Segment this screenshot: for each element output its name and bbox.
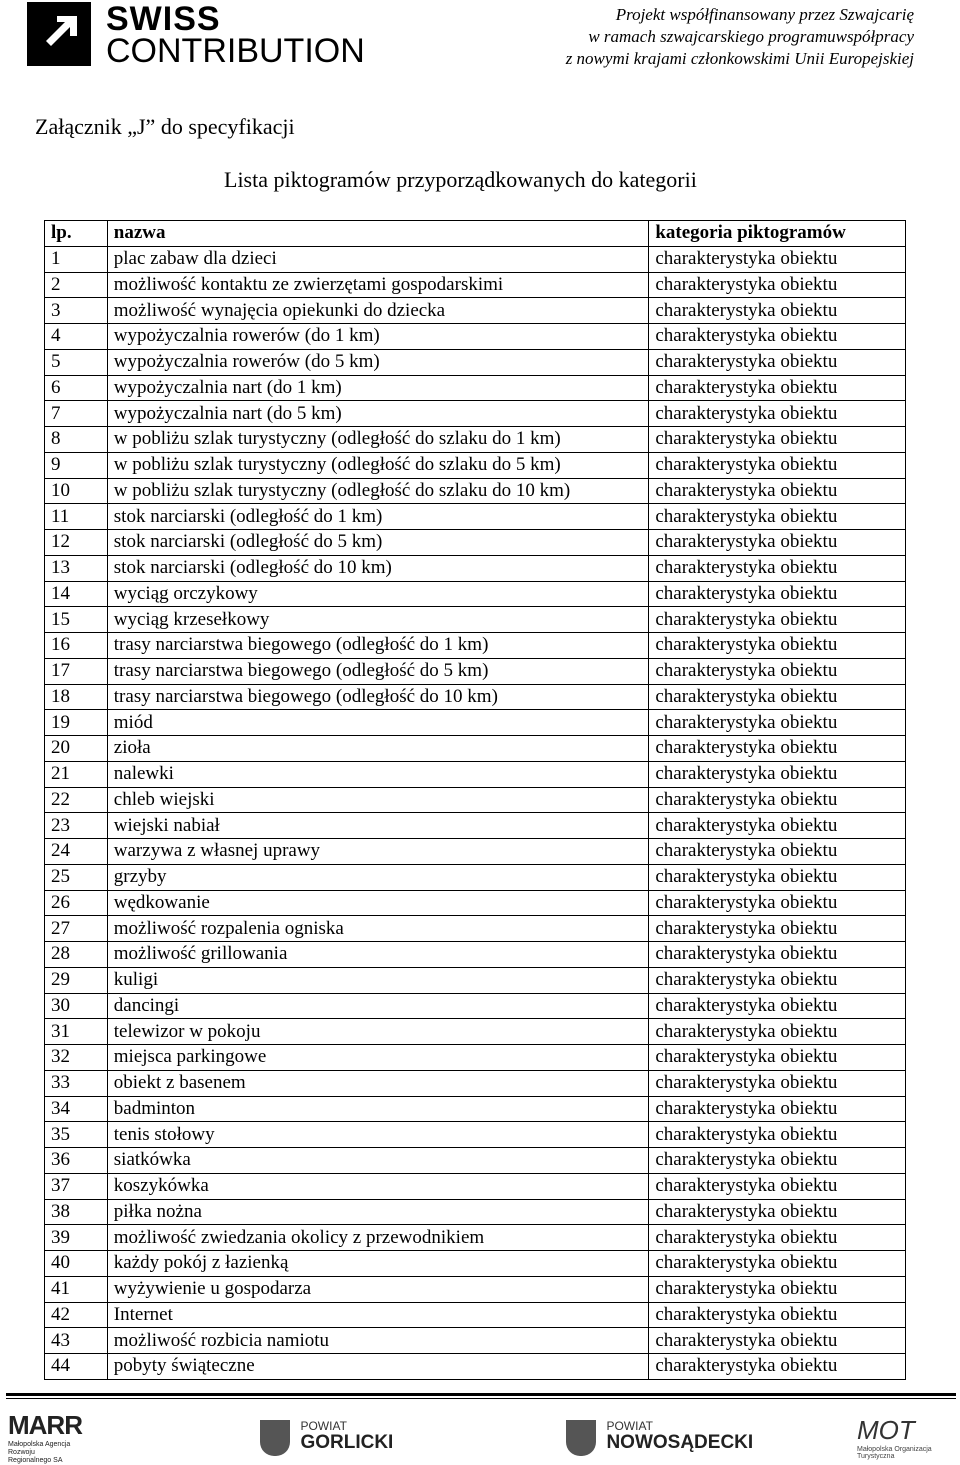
row-category: charakterystyka obiektu [649, 967, 906, 993]
row-lp: 28 [45, 942, 108, 968]
row-name: kuligi [107, 967, 649, 993]
row-lp: 36 [45, 1148, 108, 1174]
row-category: charakterystyka obiektu [649, 761, 906, 787]
row-name: koszykówka [107, 1173, 649, 1199]
table-row [45, 1122, 906, 1148]
table-row [45, 401, 906, 427]
row-lp: 24 [45, 839, 108, 865]
row-name: możliwość kontaktu ze zwierzętami gospodarskimi [107, 272, 649, 298]
row-category: charakterystyka obiektu [649, 401, 906, 427]
row-lp: 10 [45, 478, 108, 504]
row-category: charakterystyka obiektu [649, 555, 906, 581]
row-lp: 5 [45, 349, 108, 375]
row-lp: 27 [45, 916, 108, 942]
table-row [45, 1096, 906, 1122]
row-category: charakterystyka obiektu [649, 1070, 906, 1096]
row-lp: 31 [45, 1019, 108, 1045]
row-category: charakterystyka obiektu [649, 1302, 906, 1328]
row-category: charakterystyka obiektu [649, 736, 906, 762]
table-row [45, 813, 906, 839]
table-row [45, 581, 906, 607]
table-row [45, 864, 906, 890]
table-row [45, 1251, 906, 1277]
logo-line-2: CONTRIBUTION [106, 32, 365, 70]
row-category: charakterystyka obiektu [649, 1122, 906, 1148]
table-row [45, 1019, 906, 1045]
row-name: możliwość rozpalenia ogniska [107, 916, 649, 942]
row-category: charakterystyka obiektu [649, 581, 906, 607]
row-lp: 23 [45, 813, 108, 839]
row-name: grzyby [107, 864, 649, 890]
table-row [45, 272, 906, 298]
row-name: pobyty świąteczne [107, 1354, 649, 1380]
table-row [45, 633, 906, 659]
row-lp: 19 [45, 710, 108, 736]
row-lp: 16 [45, 633, 108, 659]
row-lp: 1 [45, 246, 108, 272]
logo-line-1: SWISS [106, 0, 221, 38]
row-name: zioła [107, 736, 649, 762]
table-row [45, 761, 906, 787]
row-category: charakterystyka obiektu [649, 349, 906, 375]
row-category: charakterystyka obiektu [649, 1354, 906, 1380]
row-lp: 39 [45, 1225, 108, 1251]
row-lp: 25 [45, 864, 108, 890]
row-lp: 18 [45, 684, 108, 710]
row-name: wypożyczalnia rowerów (do 5 km) [107, 349, 649, 375]
row-lp: 41 [45, 1276, 108, 1302]
table-row [45, 942, 906, 968]
row-lp: 12 [45, 530, 108, 556]
row-category: charakterystyka obiektu [649, 1225, 906, 1251]
row-category: charakterystyka obiektu [649, 916, 906, 942]
row-name: Internet [107, 1302, 649, 1328]
table-row [45, 298, 906, 324]
row-category: charakterystyka obiektu [649, 684, 906, 710]
row-lp: 33 [45, 1070, 108, 1096]
table-row [45, 993, 906, 1019]
table-row [45, 1302, 906, 1328]
row-name: możliwość rozbicia namiotu [107, 1328, 649, 1354]
project-note [566, 4, 914, 70]
document-title: Lista piktogramów przyporządkowanych do kategorii [224, 167, 697, 192]
row-category: charakterystyka obiektu [649, 1019, 906, 1045]
table-row [45, 530, 906, 556]
table-row [45, 787, 906, 813]
table-row [45, 1276, 906, 1302]
row-category: charakterystyka obiektu [649, 1148, 906, 1174]
header-lp: lp. [45, 221, 108, 247]
row-category: charakterystyka obiektu [649, 1328, 906, 1354]
row-lp: 17 [45, 658, 108, 684]
row-lp: 6 [45, 375, 108, 401]
table-row [45, 1225, 906, 1251]
row-name: wyciąg krzesełkowy [107, 607, 649, 633]
row-category: charakterystyka obiektu [649, 1173, 906, 1199]
pictogram-table [44, 220, 906, 1380]
swiss-cross-icon [27, 2, 91, 66]
row-name: stok narciarski (odległość do 10 km) [107, 555, 649, 581]
powiat-nowosadecki-name: NOWOSĄDECKI [606, 1432, 754, 1453]
row-name: każdy pokój z łazienką [107, 1251, 649, 1277]
footer-divider [6, 1393, 956, 1396]
row-lp: 34 [45, 1096, 108, 1122]
row-category: charakterystyka obiektu [649, 1276, 906, 1302]
table-row [45, 736, 906, 762]
row-category: charakterystyka obiektu [649, 324, 906, 350]
row-category: charakterystyka obiektu [649, 813, 906, 839]
powiat-gorlicki-logo [260, 1420, 393, 1456]
row-lp: 4 [45, 324, 108, 350]
row-name: plac zabaw dla dzieci [107, 246, 649, 272]
row-lp: 3 [45, 298, 108, 324]
table-row [45, 658, 906, 684]
row-lp: 9 [45, 452, 108, 478]
row-name: trasy narciarstwa biegowego (odległość do 10 km) [107, 684, 649, 710]
project-line-3: z nowymi krajami członkowskimi Unii Europejskiej [565, 49, 914, 68]
row-name: trasy narciarstwa biegowego (odległość do 1 km) [107, 633, 649, 659]
table-row [45, 916, 906, 942]
row-category: charakterystyka obiektu [649, 607, 906, 633]
header-name: nazwa [107, 221, 649, 247]
project-line-2: w ramach szwajcarskiego programuwspółpracy [588, 27, 914, 46]
row-name: w pobliżu szlak turystyczny (odległość do szlaku do 5 km) [107, 452, 649, 478]
table-row [45, 1148, 906, 1174]
table-row [45, 1045, 906, 1071]
row-lp: 29 [45, 967, 108, 993]
row-lp: 42 [45, 1302, 108, 1328]
powiat-gorlicki-name: GORLICKI [300, 1432, 394, 1453]
table-row [45, 478, 906, 504]
mot-logo-text: MOT [857, 1415, 915, 1445]
row-category: charakterystyka obiektu [649, 530, 906, 556]
row-name: miejsca parkingowe [107, 1045, 649, 1071]
row-name: siatkówka [107, 1148, 649, 1174]
row-category: charakterystyka obiektu [649, 710, 906, 736]
row-name: piłka nożna [107, 1199, 649, 1225]
table-row [45, 1328, 906, 1354]
row-category: charakterystyka obiektu [649, 452, 906, 478]
table-row [45, 349, 906, 375]
table-row [45, 375, 906, 401]
footer-divider-thin [6, 1398, 956, 1399]
table-row [45, 324, 906, 350]
row-lp: 2 [45, 272, 108, 298]
row-lp: 20 [45, 736, 108, 762]
row-name: wiejski nabiał [107, 813, 649, 839]
row-lp: 37 [45, 1173, 108, 1199]
row-lp: 8 [45, 427, 108, 453]
annex-heading: Załącznik „J” do specyfikacji [35, 114, 295, 139]
row-lp: 30 [45, 993, 108, 1019]
row-name: w pobliżu szlak turystyczny (odległość do szlaku do 1 km) [107, 427, 649, 453]
row-category: charakterystyka obiektu [649, 890, 906, 916]
row-name: dancingi [107, 993, 649, 1019]
row-category: charakterystyka obiektu [649, 504, 906, 530]
marr-logo [8, 1410, 82, 1465]
row-lp: 35 [45, 1122, 108, 1148]
crest-icon [260, 1420, 290, 1456]
table-row [45, 1070, 906, 1096]
row-lp: 22 [45, 787, 108, 813]
row-lp: 15 [45, 607, 108, 633]
row-category: charakterystyka obiektu [649, 1045, 906, 1071]
row-name: warzywa z własnej uprawy [107, 839, 649, 865]
row-lp: 14 [45, 581, 108, 607]
row-lp: 7 [45, 401, 108, 427]
row-category: charakterystyka obiektu [649, 839, 906, 865]
row-name: stok narciarski (odległość do 1 km) [107, 504, 649, 530]
table-row [45, 504, 906, 530]
table-header-row [45, 221, 906, 247]
row-name: trasy narciarstwa biegowego (odległość do 5 km) [107, 658, 649, 684]
row-lp: 11 [45, 504, 108, 530]
row-name: obiekt z basenem [107, 1070, 649, 1096]
row-name: w pobliżu szlak turystyczny (odległość do szlaku do 10 km) [107, 478, 649, 504]
row-name: chleb wiejski [107, 787, 649, 813]
row-lp: 44 [45, 1354, 108, 1380]
table-row [45, 684, 906, 710]
header-category: kategoria piktogramów [649, 221, 906, 247]
row-name: telewizor w pokoju [107, 1019, 649, 1045]
row-category: charakterystyka obiektu [649, 864, 906, 890]
row-category: charakterystyka obiektu [649, 942, 906, 968]
table-row [45, 890, 906, 916]
mot-logo [857, 1415, 960, 1460]
table-row [45, 839, 906, 865]
row-category: charakterystyka obiektu [649, 298, 906, 324]
table-row [45, 246, 906, 272]
row-category: charakterystyka obiektu [649, 375, 906, 401]
row-lp: 38 [45, 1199, 108, 1225]
row-lp: 21 [45, 761, 108, 787]
swiss-contribution-logo [27, 0, 365, 72]
crest-icon [566, 1420, 596, 1456]
table-row [45, 427, 906, 453]
row-name: wyżywienie u gospodarza [107, 1276, 649, 1302]
table-row [45, 607, 906, 633]
marr-logo-text: MARR [8, 1410, 82, 1440]
table-row [45, 1199, 906, 1225]
row-category: charakterystyka obiektu [649, 993, 906, 1019]
row-name: miód [107, 710, 649, 736]
row-category: charakterystyka obiektu [649, 246, 906, 272]
row-category: charakterystyka obiektu [649, 1096, 906, 1122]
row-name: badminton [107, 1096, 649, 1122]
row-category: charakterystyka obiektu [649, 633, 906, 659]
row-name: wyciąg orczykowy [107, 581, 649, 607]
row-lp: 32 [45, 1045, 108, 1071]
row-name: możliwość wynajęcia opiekunki do dziecka [107, 298, 649, 324]
row-name: możliwość zwiedzania okolicy z przewodnikiem [107, 1225, 649, 1251]
table-row [45, 1173, 906, 1199]
marr-logo-caption: Małopolska Agencja Rozwoju Regionalnego SA [8, 1441, 71, 1464]
powiat-nowosadecki-label: POWIAT [606, 1419, 653, 1433]
row-category: charakterystyka obiektu [649, 1251, 906, 1277]
row-category: charakterystyka obiektu [649, 1199, 906, 1225]
row-name: stok narciarski (odległość do 5 km) [107, 530, 649, 556]
row-category: charakterystyka obiektu [649, 478, 906, 504]
row-category: charakterystyka obiektu [649, 658, 906, 684]
row-lp: 13 [45, 555, 108, 581]
mot-logo-caption: Małopolska Organizacja Turystyczna [857, 1446, 932, 1460]
powiat-nowosadecki-logo [566, 1420, 753, 1456]
row-lp: 26 [45, 890, 108, 916]
row-name: wypożyczalnia nart (do 1 km) [107, 375, 649, 401]
row-name: nalewki [107, 761, 649, 787]
table-row [45, 452, 906, 478]
row-name: wypożyczalnia nart (do 5 km) [107, 401, 649, 427]
table-row [45, 967, 906, 993]
row-name: tenis stołowy [107, 1122, 649, 1148]
powiat-gorlicki-label: POWIAT [300, 1419, 347, 1433]
row-name: wędkowanie [107, 890, 649, 916]
row-lp: 40 [45, 1251, 108, 1277]
table-row [45, 1354, 906, 1380]
row-lp: 43 [45, 1328, 108, 1354]
row-category: charakterystyka obiektu [649, 272, 906, 298]
row-category: charakterystyka obiektu [649, 787, 906, 813]
project-line-1: Projekt współfinansowany przez Szwajcarię [615, 5, 914, 24]
table-row [45, 710, 906, 736]
row-name: możliwość grillowania [107, 942, 649, 968]
row-category: charakterystyka obiektu [649, 427, 906, 453]
table-row [45, 555, 906, 581]
row-name: wypożyczalnia rowerów (do 1 km) [107, 324, 649, 350]
